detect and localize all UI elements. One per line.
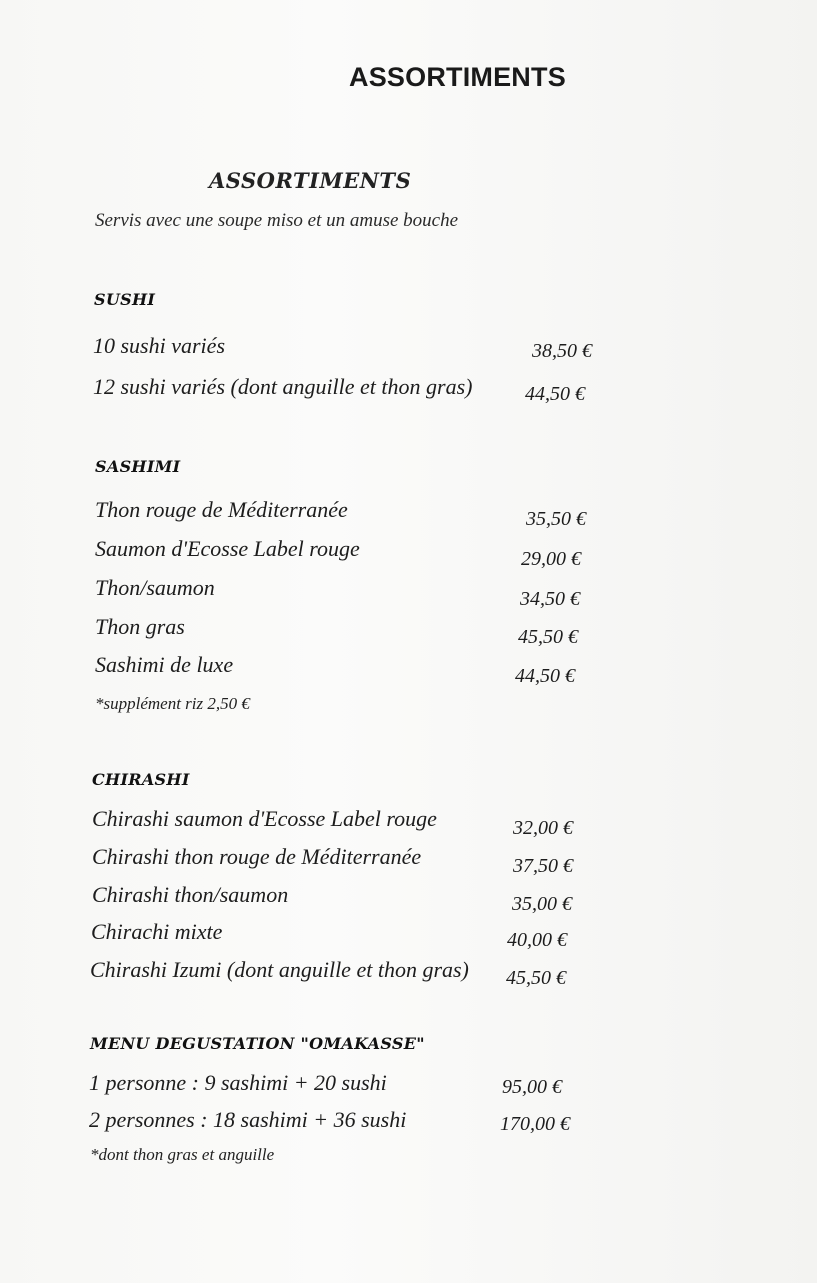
subtitle-note: Servis avec une soupe miso et un amuse bouche (95, 210, 459, 231)
menu-item-price: 44,50 € (525, 383, 585, 405)
menu-item-name: Thon rouge de Méditerranée (95, 497, 348, 522)
degustation-note: *dont thon gras et anguille (90, 1145, 275, 1164)
menu-item-price: 170,00 € (500, 1113, 570, 1135)
menu-item-price: 44,50 € (515, 665, 575, 687)
menu-item-name: 12 sushi variés (dont anguille et thon gras) (93, 374, 473, 399)
section-heading-sashimi: SASHIMI (95, 457, 181, 476)
menu-item-name: Chirachi mixte (91, 919, 223, 944)
menu-item-name: Chirashi thon/saumon (92, 882, 289, 907)
menu-item-name: Sashimi de luxe (95, 652, 234, 677)
menu-item-price: 40,00 € (507, 929, 567, 951)
menu-item-name: Chirashi saumon d'Ecosse Label rouge (92, 806, 437, 831)
menu-item-price: 35,00 € (512, 893, 572, 915)
menu-item-price: 45,50 € (518, 626, 578, 648)
menu-item-price: 34,50 € (520, 588, 580, 610)
menu-item-name: Thon gras (95, 614, 185, 639)
section-heading-sushi: SUSHI (94, 290, 156, 309)
menu-item-price: 95,00 € (502, 1076, 562, 1098)
menu-item-price: 38,50 € (532, 340, 592, 362)
section-heading-chirashi: CHIRASHI (92, 770, 190, 789)
menu-item-price: 29,00 € (521, 548, 581, 570)
menu-item-name: Chirashi Izumi (dont anguille et thon gras) (90, 957, 469, 982)
menu-item-price: 35,50 € (526, 508, 586, 530)
menu-item-price: 37,50 € (513, 855, 573, 877)
menu-item-price: 45,50 € (506, 967, 566, 989)
menu-item-price: 32,00 € (513, 817, 573, 839)
menu-item-name: Thon/saumon (95, 575, 215, 600)
page-title: ASSORTIMENTS (349, 62, 566, 92)
supplement-note: *supplément riz 2,50 € (95, 694, 250, 713)
menu-item-name: 10 sushi variés (93, 333, 225, 358)
menu-item-name: Chirashi thon rouge de Méditerranée (92, 844, 422, 869)
menu-item-name: Saumon d'Ecosse Label rouge (95, 536, 360, 561)
section-heading-menu-degustation: MENU DEGUSTATION "OMAKASSE" (90, 1034, 425, 1053)
menu-item-name: 2 personnes : 18 sashimi + 36 sushi (89, 1107, 407, 1132)
menu-item-name: 1 personne : 9 sashimi + 20 sushi (89, 1070, 387, 1095)
section-title: ASSORTIMENTS (209, 168, 412, 193)
